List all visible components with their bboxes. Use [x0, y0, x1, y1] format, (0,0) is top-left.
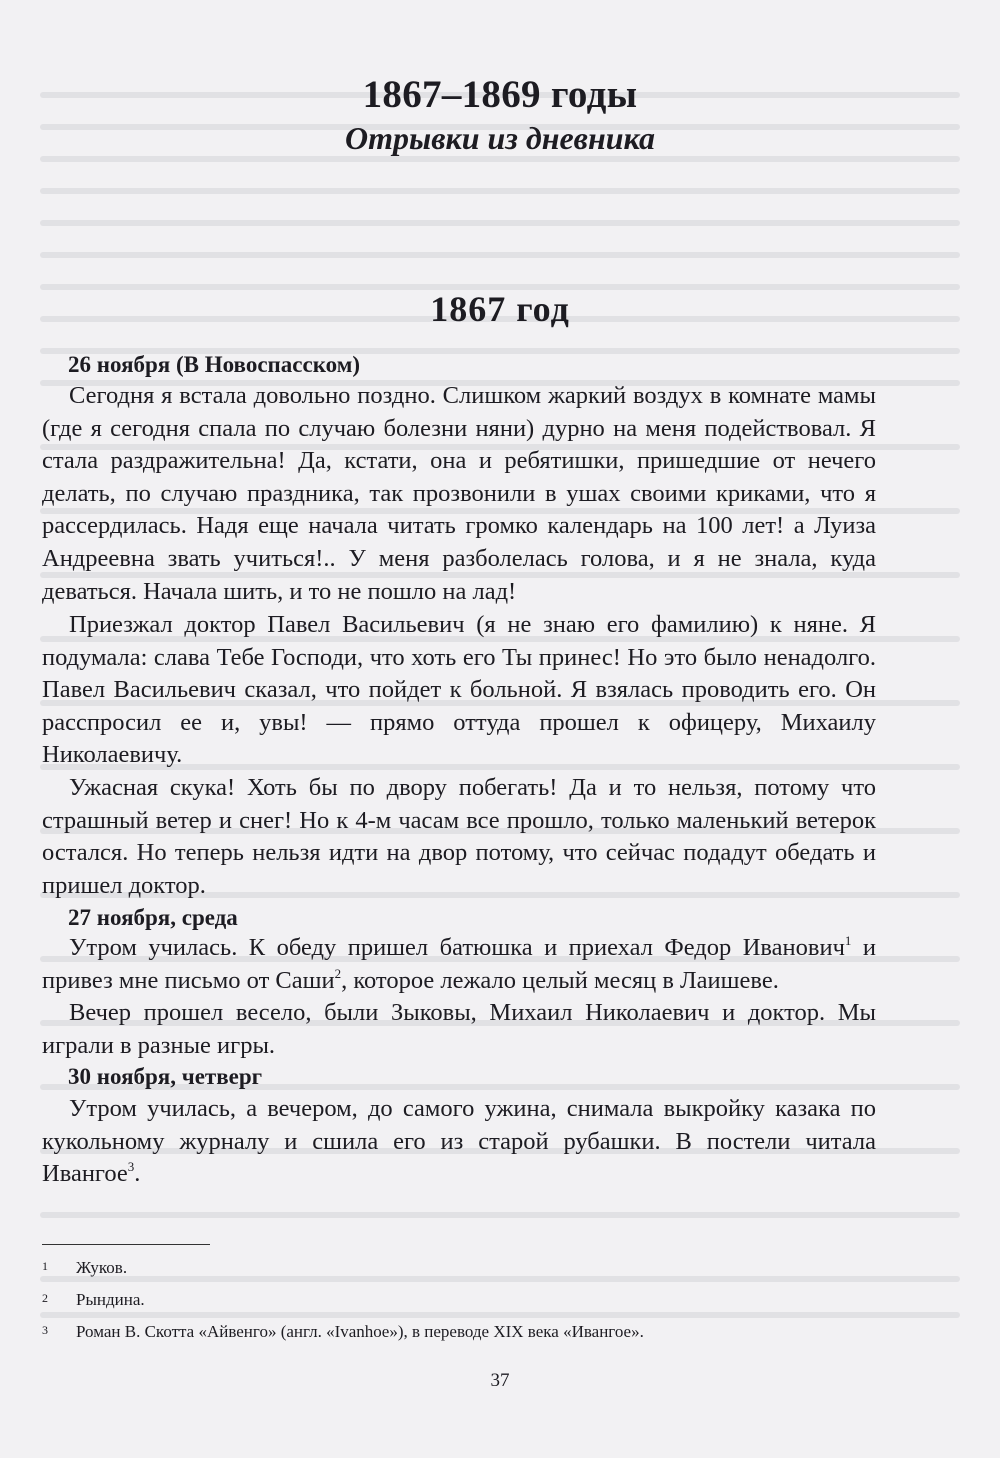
- entry-nov-27-paragraph-1: [42, 932, 876, 997]
- footnote-ref-1: 1: [844, 933, 852, 948]
- entry-nov-26-paragraph-3: Ужасная скука! Хоть бы по двору побегать! Да и то нельзя, потому что страшный ветер и снег! Но к 4-м часам все прошло, только маленький ветерок остался. Но теперь нельзя идти на двор потому, что сейчас подадут обедать и пришел доктор.: [42, 774, 876, 899]
- entry-nov-30-paragraph-1: [42, 1093, 876, 1191]
- entry-nov-30-text-end: .: [134, 1160, 141, 1188]
- chapter-subtitle: Отрывки из дневника: [345, 120, 655, 156]
- footnote-ref-2: 2: [334, 965, 342, 981]
- footnote-3: [42, 1319, 644, 1343]
- entry-heading-nov-30: 30 ноября, четверг: [68, 1064, 263, 1089]
- footnote-ref-3: 3: [127, 1159, 135, 1175]
- page-number: 37: [490, 1370, 510, 1391]
- footnote-number: 3: [42, 1323, 48, 1337]
- footnote-2: [42, 1287, 145, 1311]
- footnote-text: Рындина.: [76, 1290, 145, 1309]
- footnote-text: Жуков.: [76, 1258, 128, 1277]
- entry-nov-27-paragraph-2: Вечер прошел весело, были Зыковы, Михаил Николаевич и доктор. Мы играли в разные игры.: [42, 999, 876, 1059]
- footnote-number: 1: [42, 1259, 48, 1273]
- entry-nov-27-text-b: и привез мне письмо от Саши: [42, 934, 876, 994]
- footnote-1: [42, 1255, 127, 1279]
- footnote-number: 2: [42, 1291, 48, 1305]
- entry-nov-26-paragraph-2: Приезжал доктор Павел Васильевич (я не знаю его фамилию) к няне. Я подумала: слава Тебе Господи, что хоть его Ты принес! Но это было ненадолго. Павел Васильевич сказал, что пойдет к больной. Я взялась проводить его. Он расспросил ее и, увы! — прямо оттуда прошел к офицеру, Михаилу Николаевичу.: [42, 611, 876, 769]
- chapter-title: 1867–1869 годы: [362, 73, 638, 116]
- entry-nov-27-text-c: , которое лежало целый месяц в Лаишеве.: [341, 966, 779, 994]
- section-year-heading: 1867 год: [430, 289, 570, 329]
- entry-heading-nov-27: 27 ноября, среда: [68, 905, 238, 930]
- entry-heading-nov-26: 26 ноября (В Новоспасском): [68, 352, 361, 377]
- entry-nov-27-text-a: Утром училась. К обеду пришел батюшка и приехал Федор Иванович: [69, 934, 845, 961]
- footnote-text: Роман В. Скотта «Айвенго» (англ. «Ivanhoe»), в переводе XIX века «Ивангое».: [76, 1322, 644, 1341]
- entry-nov-30-text: Утром училась, а вечером, до самого ужина, снимала выкройку казака по кукольному журналу и сшила его из старой рубашки. В постели читала Ивангое: [42, 1095, 876, 1188]
- footnote-divider: [42, 1244, 210, 1245]
- entry-nov-26-paragraph-1: Сегодня я встала довольно поздно. Слишком жаркий воздух в комнате мамы (где я сегодня спала по случаю болезни няни) дурно на меня подействовал. Я стала раздражительна! Да, кстати, она и ребятишки, пришедшие от нечего делать, по случаю праздника, так прозвонили в ушах своими криками, что я рассердилась. Надя еще начала читать громко календарь на 100 лет! а Луиза Андреевна звать учиться!.. У меня разболелась голова, и я не знала, куда деваться. Начала шить, и то не пошло на лад!: [42, 382, 876, 605]
